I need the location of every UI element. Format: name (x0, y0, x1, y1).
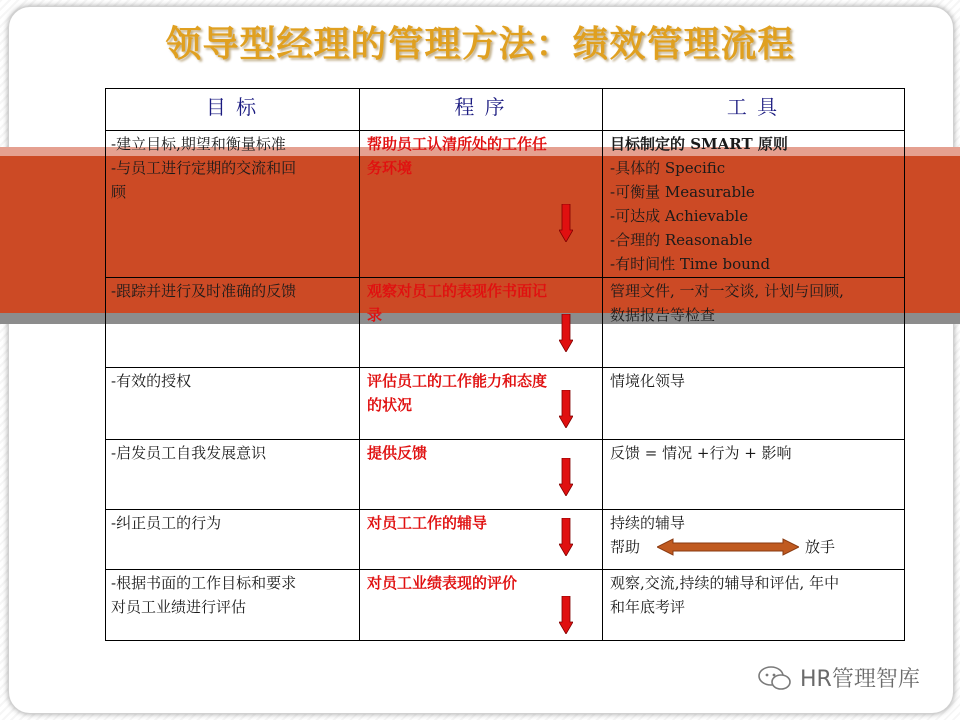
tool-line: 持续的辅导 (610, 514, 686, 532)
table-rule (105, 640, 905, 641)
procedure-line: 录 (367, 306, 383, 324)
tool-line: 目标制定的 SMART 原则 (610, 135, 788, 153)
row6-tool (610, 571, 902, 619)
row5-goal (111, 511, 357, 535)
procedure-line: 对员工工作的辅导 (367, 514, 488, 532)
table-rule (904, 88, 905, 641)
process-table (105, 88, 905, 641)
slide-title: 领导型经理的管理方法：绩效管理流程 (165, 24, 795, 65)
row4-tool (610, 441, 902, 465)
goal-line: -启发员工自我发展意识 (111, 444, 267, 462)
down-arrow-icon (559, 390, 573, 428)
goal-line: -纠正员工的行为 (111, 514, 222, 532)
procedure-line: 观察对员工的表现作书面记 (367, 282, 548, 300)
goal-line: 顾 (111, 183, 127, 201)
table-rule (105, 88, 106, 641)
down-arrow-icon (559, 518, 573, 556)
table-rule (359, 88, 360, 641)
row1-goal (111, 132, 357, 204)
tool-line: 数据报告等检查 (610, 306, 716, 324)
procedure-line: 提供反馈 (367, 444, 428, 462)
watermark-text: HR管理智库 (800, 667, 920, 692)
procedure-line: 务环境 (367, 159, 413, 177)
table-rule (105, 277, 905, 278)
down-arrow-icon (559, 458, 573, 496)
row6-goal (111, 571, 357, 619)
goal-line: -根据书面的工作目标和要求 (111, 574, 297, 592)
row6-procedure (367, 571, 602, 595)
goal-line: -跟踪并进行及时准确的反馈 (111, 282, 297, 300)
tool-line: -可衡量 Measurable (610, 183, 755, 201)
table-rule (602, 88, 603, 641)
down-arrow-icon (559, 204, 573, 242)
wechat-icon (757, 664, 793, 692)
goal-line: -建立目标,期望和衡量标准 (111, 135, 286, 153)
let-go-label: 放手 (805, 538, 836, 556)
header-tool: 工 具 (726, 95, 780, 119)
down-arrow-icon (559, 314, 573, 352)
tool-line: -可达成 Achievable (610, 207, 749, 225)
table-rule (105, 569, 905, 570)
procedure-line: 帮助员工认清所处的工作任 (367, 135, 548, 153)
table-rule (105, 130, 905, 131)
tool-line: -有时间性 Time bound (610, 255, 771, 273)
row1-tool (610, 132, 902, 276)
table-rule (105, 509, 905, 510)
table-rule (105, 439, 905, 440)
header-goal: 目 标 (205, 95, 259, 119)
tool-line: 观察,交流,持续的辅导和评估, 年中 (610, 574, 840, 592)
down-arrow-icon (559, 596, 573, 634)
tool-line: 管理文件, 一对一交谈, 计划与回顾, (610, 282, 844, 300)
procedure-line: 评估员工的工作能力和态度 (367, 372, 548, 390)
table-rule (105, 367, 905, 368)
help-label: 帮助 (610, 538, 641, 556)
row2-tool (610, 279, 902, 327)
tool-line: 情境化领导 (610, 372, 686, 390)
tool-line: 和年底考评 (610, 598, 686, 616)
row4-goal (111, 441, 357, 465)
goal-line: 对员工业绩进行评估 (111, 598, 247, 616)
procedure-line: 的状况 (367, 396, 413, 414)
row5-tool (610, 511, 902, 535)
tool-line: -具体的 Specific (610, 159, 726, 177)
header-procedure: 程 序 (454, 95, 507, 119)
double-arrow-icon (657, 538, 799, 556)
row3-goal (111, 369, 357, 393)
row3-tool (610, 369, 902, 393)
goal-line: -有效的授权 (111, 372, 192, 390)
row2-goal (111, 279, 357, 303)
procedure-line: 对员工业绩表现的评价 (367, 574, 518, 592)
tool-line: 反馈 = 情况 +行为 + 影响 (610, 444, 792, 462)
tool-line: -合理的 Reasonable (610, 231, 753, 249)
goal-line: -与员工进行定期的交流和回 (111, 159, 297, 177)
row1-procedure (367, 132, 602, 180)
